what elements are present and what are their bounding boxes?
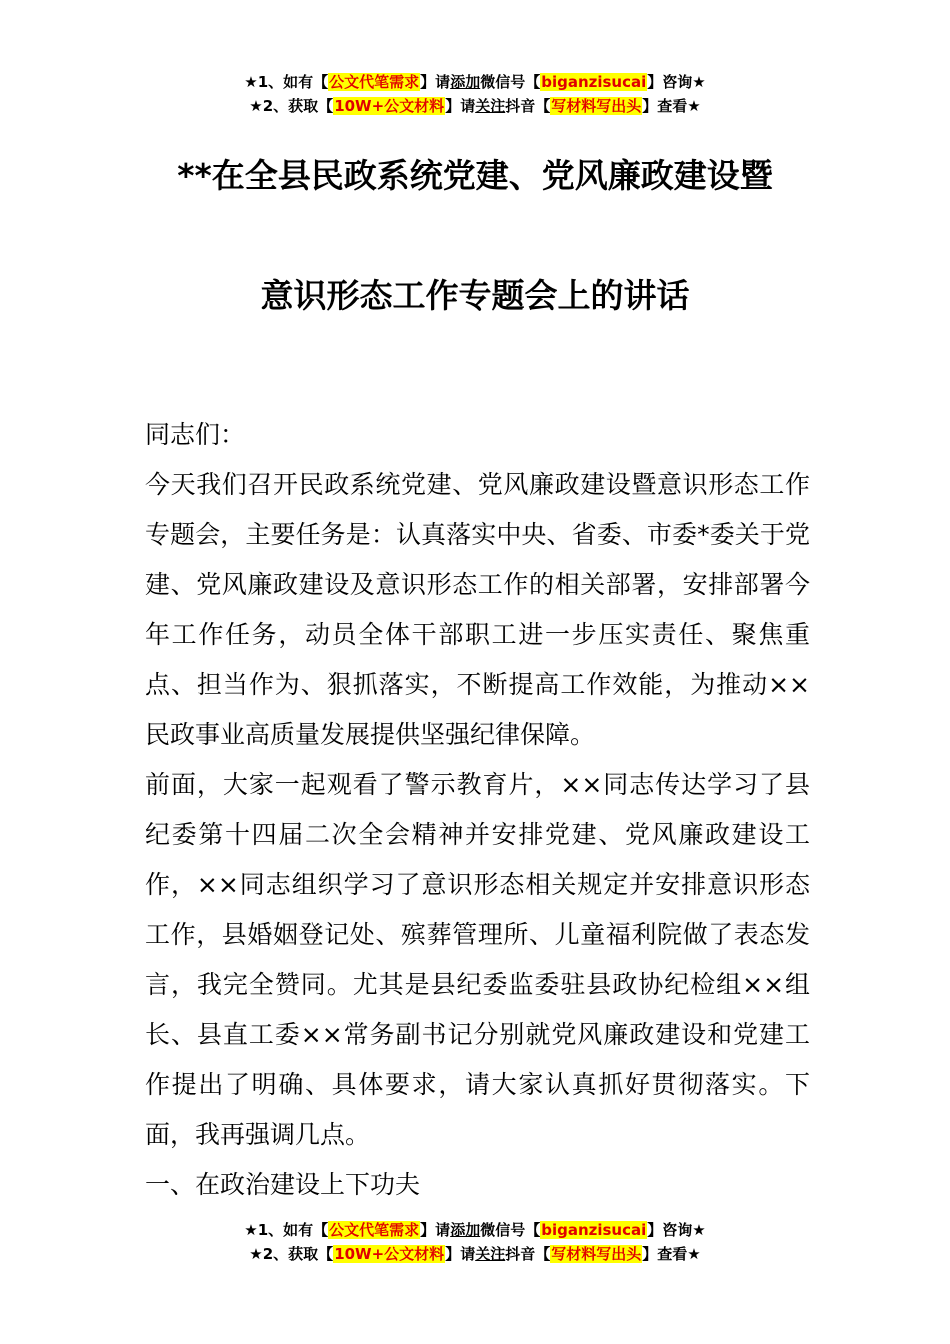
highlight-service: 公文代笔需求 [329, 1221, 420, 1239]
banner-text: 1、如有【 [257, 73, 329, 91]
page-title-line-1: **在全县民政系统党建、党风廉政建设暨 [177, 156, 773, 195]
underlined-text: 添加 [450, 1221, 481, 1239]
underlined-text: 关注 [475, 97, 506, 115]
paragraph-1: 今天我们召开民政系统党建、党风廉政建设暨意识形态工作专题会，主要任务是：认真落实中央、省委、市委*委关于党建、党风廉政建设及意识形态工作的相关部署，安排部署今年工作任务，动员全体干部职工进一步压实责任、聚焦重点、担当作为、狠抓落实，不断提高工作效能，为推动××民政事业高质量发展提供坚强纪律保障。 [145, 470, 810, 749]
banner-text: 微信号【 [480, 73, 541, 91]
highlight-douyin: 写材料写出头 [551, 97, 642, 115]
highlight-wechat-id: biganzisucai [541, 73, 647, 91]
highlight-wechat-id: biganzisucai [541, 1221, 647, 1239]
banner-text: 】请 [445, 97, 476, 115]
banner-text: 】查看★ [642, 97, 701, 115]
highlight-materials: 10W+公文材料 [334, 1245, 445, 1263]
highlight-service: 公文代笔需求 [329, 73, 420, 91]
banner-text: 】咨询★ [647, 73, 706, 91]
banner-text: 2、获取【 [262, 1245, 334, 1263]
banner-text: 】查看★ [642, 1245, 701, 1263]
banner-line-1 [0, 1218, 950, 1242]
banner-text: 】咨询★ [647, 1221, 706, 1239]
banner-line-2 [0, 94, 950, 118]
banner-text: 1、如有【 [257, 1221, 329, 1239]
banner-line-1 [0, 70, 950, 94]
star-icon: ★ [244, 73, 258, 91]
banner-text: 抖音【 [505, 97, 551, 115]
banner-text: 】请 [420, 73, 451, 91]
underlined-text: 添加 [450, 73, 481, 91]
document-body [145, 410, 810, 1210]
greeting: 同志们： [145, 420, 246, 449]
paragraph-2: 前面，大家一起观看了警示教育片，××同志传达学习了县纪委第十四届二次全会精神并安排党建、党风廉政建设工作，××同志组织学习了意识形态相关规定并安排意识形态工作，县婚姻登记处、殡葬管理所、儿童福利院做了表态发言，我完全赞同。尤其是县纪委监委驻县政协纪检组××组长、县直工委××常务副书记分别就党风廉政建设和党建工作提出了明确、具体要求，请大家认真抓好贯彻落实。下面，我再强调几点。 [145, 770, 810, 1149]
banner-line-2 [0, 1242, 950, 1266]
page-title-line-2: 意识形态工作专题会上的讲话 [260, 276, 690, 315]
highlight-materials: 10W+公文材料 [334, 97, 445, 115]
banner-text: 】请 [445, 1245, 476, 1263]
star-icon: ★ [244, 1221, 258, 1239]
underlined-text: 关注 [475, 1245, 506, 1263]
star-icon: ★ [249, 97, 263, 115]
banner-text: 抖音【 [505, 1245, 551, 1263]
section-heading-1: 一、在政治建设上下功夫 [145, 1170, 421, 1199]
banner-text: 微信号【 [480, 1221, 541, 1239]
banner-text: 】请 [420, 1221, 451, 1239]
bottom-banner [0, 1218, 950, 1266]
highlight-douyin: 写材料写出头 [551, 1245, 642, 1263]
top-banner [0, 70, 950, 118]
banner-text: 2、获取【 [262, 97, 334, 115]
star-icon: ★ [249, 1245, 263, 1263]
